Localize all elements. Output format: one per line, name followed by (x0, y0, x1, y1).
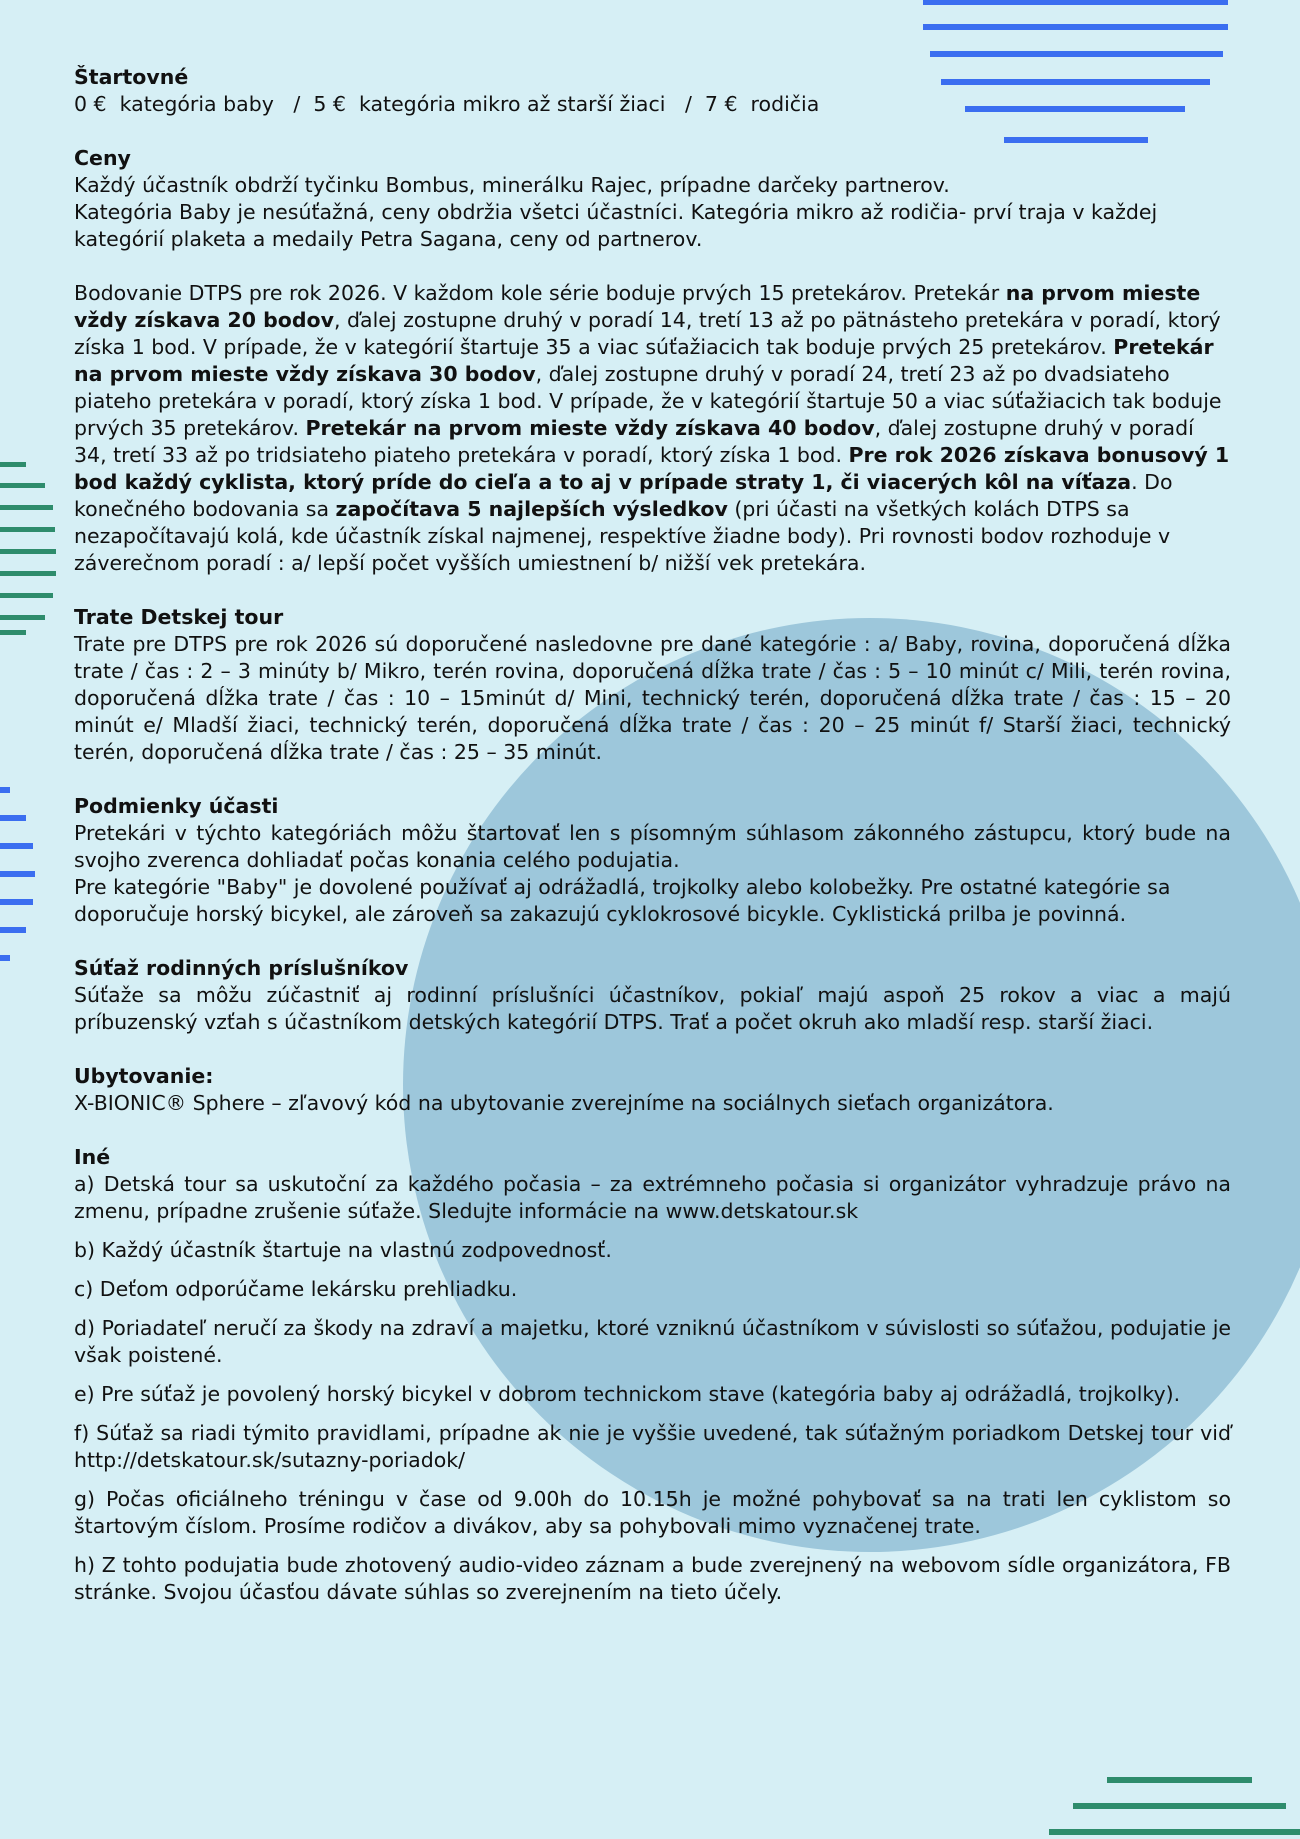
bodovanie-bold-1: na prvom mieste vždy získava 20 bodov (74, 281, 1201, 332)
bodovanie-text-3: , ďalej zostupne druhý v poradí 24, tretí 23 až po dvadsiateho piateho pretekára v poradí, ktorý získa 1 bod. V prípade, že v kategórií štartuje 50 a viac súťažiacich tak boduje prvých 35 pretekárov. (74, 362, 1222, 440)
trate-heading: Trate Detskej tour (74, 605, 284, 629)
section-ceny (74, 145, 1231, 253)
left-blue-stripes (0, 787, 35, 961)
bodovanie-bold-3: Pretekár na prvom mieste vždy získava 40 bodov (305, 416, 875, 440)
document-body (74, 64, 1231, 1633)
ine-item-g: g) Počas oficiálneho tréningu v čase od 9.00h do 10.15h je možné pohybovať sa na trati len cyklistom so štartovým číslom. Prosíme rodičov a divákov, aby sa pohybovali mimo vyznačenej trate. (74, 1487, 1231, 1538)
ine-item-e: e) Pre súťaž je povolený horský bicykel v dobrom technickom stave (kategória baby aj odrážadlá, trojkolky). (74, 1382, 1181, 1406)
bodovanie-bold-4: Pre rok 2026 získava bonusový 1 bod každý cyklista, ktorý príde do cieľa a to aj v prípade straty 1, či viacerých kôl na víťaza (74, 443, 1230, 494)
ine-heading: Iné (74, 1145, 111, 1169)
ceny-line-1: Každý účastník obdrží tyčinku Bombus, minerálku Rajec, prípadne darčeky partnerov. (74, 173, 950, 197)
left-green-stripes (0, 462, 56, 635)
section-ubytovanie (74, 1063, 1231, 1117)
ubytovanie-heading: Ubytovanie: (74, 1064, 214, 1088)
ine-item-a: a) Detská tour sa uskutoční za každého počasia – za extrémneho počasia si organizátor vyhradzuje právo na zmenu, prípadne zrušenie súťaže. Sledujte informácie na www.detskatour.sk (74, 1172, 1231, 1223)
podmienky-line-1: Pretekári v týchto kategóriách môžu štartovať len s písomným súhlasom zákonného zástupcu, ktorý bude na svojho zverenca dohliadať počas konania celého podujatia. (74, 821, 1231, 872)
bodovanie-bold-2: Pretekár na prvom mieste vždy získava 30 bodov (74, 335, 1214, 386)
sutaz-text: Súťaže sa môžu zúčastniť aj rodinní príslušníci účastníkov, pokiaľ majú aspoň 25 rokov a viac a majú príbuzenský vzťah s účastníkom detských kategórií DTPS. Trať a počet okruh ako mladší resp. starší žiaci. (74, 983, 1231, 1034)
startovne-fees: 0 € kategória baby / 5 € kategória mikro až starší žiaci / 7 € rodičia (74, 92, 820, 116)
section-sutaz (74, 955, 1231, 1036)
bodovanie-text-1: Bodovanie DTPS pre rok 2026. V každom kole série boduje prvých 15 pretekárov. Pretekár (74, 281, 1006, 305)
section-startovne (74, 64, 1231, 118)
ceny-line-2: Kategória Baby je nesúťažná, ceny obdržia všetci účastníci. Kategória mikro až rodičia- prví traja v každej kategórií plaketa a medaily Petra Sagana, ceny od partnerov. (74, 200, 1158, 251)
bodovanie-text-6: (pri účasti na všetkých kolách DTPS sa nezapočítavajú kolá, kde účastník získal najmenej, respektíve žiadne body). Pri rovnosti bodov rozhoduje v záverečnom poradí : a/ lepší počet vyšších umiestnení b/ nižší vek pretekára. (74, 497, 1171, 575)
podmienky-heading: Podmienky účasti (74, 794, 279, 818)
bodovanie-paragraph (74, 280, 1231, 577)
ceny-heading: Ceny (74, 146, 131, 170)
startovne-heading: Štartovné (74, 65, 189, 89)
section-ine (74, 1144, 1231, 1606)
bodovanie-bold-5: započítava 5 najlepších výsledkov (335, 497, 728, 521)
ine-item-h: h) Z tohto podujatia bude zhotovený audio-video záznam a bude zverejnený na webovom sídle organizátora, FB stránke. Svojou účasťou dávate súhlas so zverejnením na tieto účely. (74, 1553, 1231, 1604)
ine-item-c: c) Deťom odporúčame lekársku prehliadku. (74, 1277, 518, 1301)
bodovanie-text-4: , ďalej zostupne druhý v poradí 34, tretí 33 až po tridsiateho piateho pretekára v poradí, ktorý získa 1 bod. (74, 416, 1194, 467)
trate-text: Trate pre DTPS pre rok 2026 sú doporučené nasledovne pre dané kategórie : a/ Baby, rovina, doporučená dĺžka trate / čas : 2 – 3 minúty b/ Mikro, terén rovina, doporučená dĺžka trate / čas : 5 – 10 minút c/ Mili, terén rovina, doporučená dĺžka trate / čas : 10 – 15minút d/ Mini, technický terén, doporučená dĺžka trate / čas : 15 – 20 minút e/ Mladší žiaci, technický terén, doporučená dĺžka trate / čas : 20 – 25 minút f/ Starší žiaci, technický terén, doporučená dĺžka trate / čas : 25 – 35 minút. (74, 632, 1231, 764)
bottom-right-green-stripes (1049, 1777, 1300, 1835)
bodovanie-text-5: . Do konečného bodovania sa (74, 470, 1173, 521)
ine-item-b: b) Každý účastník štartuje na vlastnú zodpovednosť. (74, 1238, 612, 1262)
ine-item-f: f) Súťaž sa riadi týmito pravidlami, prípadne ak nie je vyššie uvedené, tak súťažným poriadkom Detskej tour viď http://detskatour.sk/sutazny-poriadok/ (74, 1421, 1231, 1472)
sutaz-heading: Súťaž rodinných príslušníkov (74, 956, 409, 980)
section-podmienky (74, 793, 1231, 928)
ine-item-d: d) Poriadateľ neručí za škody na zdraví a majetku, ktoré vzniknú účastníkom v súvislosti so súťažou, podujatie je však poistené. (74, 1316, 1231, 1367)
ubytovanie-text: X-BIONIC® Sphere – zľavový kód na ubytovanie zverejníme na sociálnych sieťach organizátora. (74, 1091, 1054, 1115)
section-trate (74, 604, 1231, 766)
section-bodovanie (74, 280, 1231, 577)
bodovanie-text-2: , ďalej zostupne druhý v poradí 14, tretí 13 až po pätnásteho pretekára v poradí, ktorý získa 1 bod. V prípade, že v kategórií štartuje 35 a viac súťažiacich tak boduje prvých 25 pretekárov. (74, 308, 1221, 359)
podmienky-line-2: Pre kategórie "Baby" je dovolené používať aj odrážadlá, trojkolky alebo kolobežky. Pre ostatné kategórie sa doporučuje horský bicykel, ale zároveň sa zakazujú cyklokrosové bicykle. Cyklistická prilba je povinná. (74, 875, 1171, 926)
